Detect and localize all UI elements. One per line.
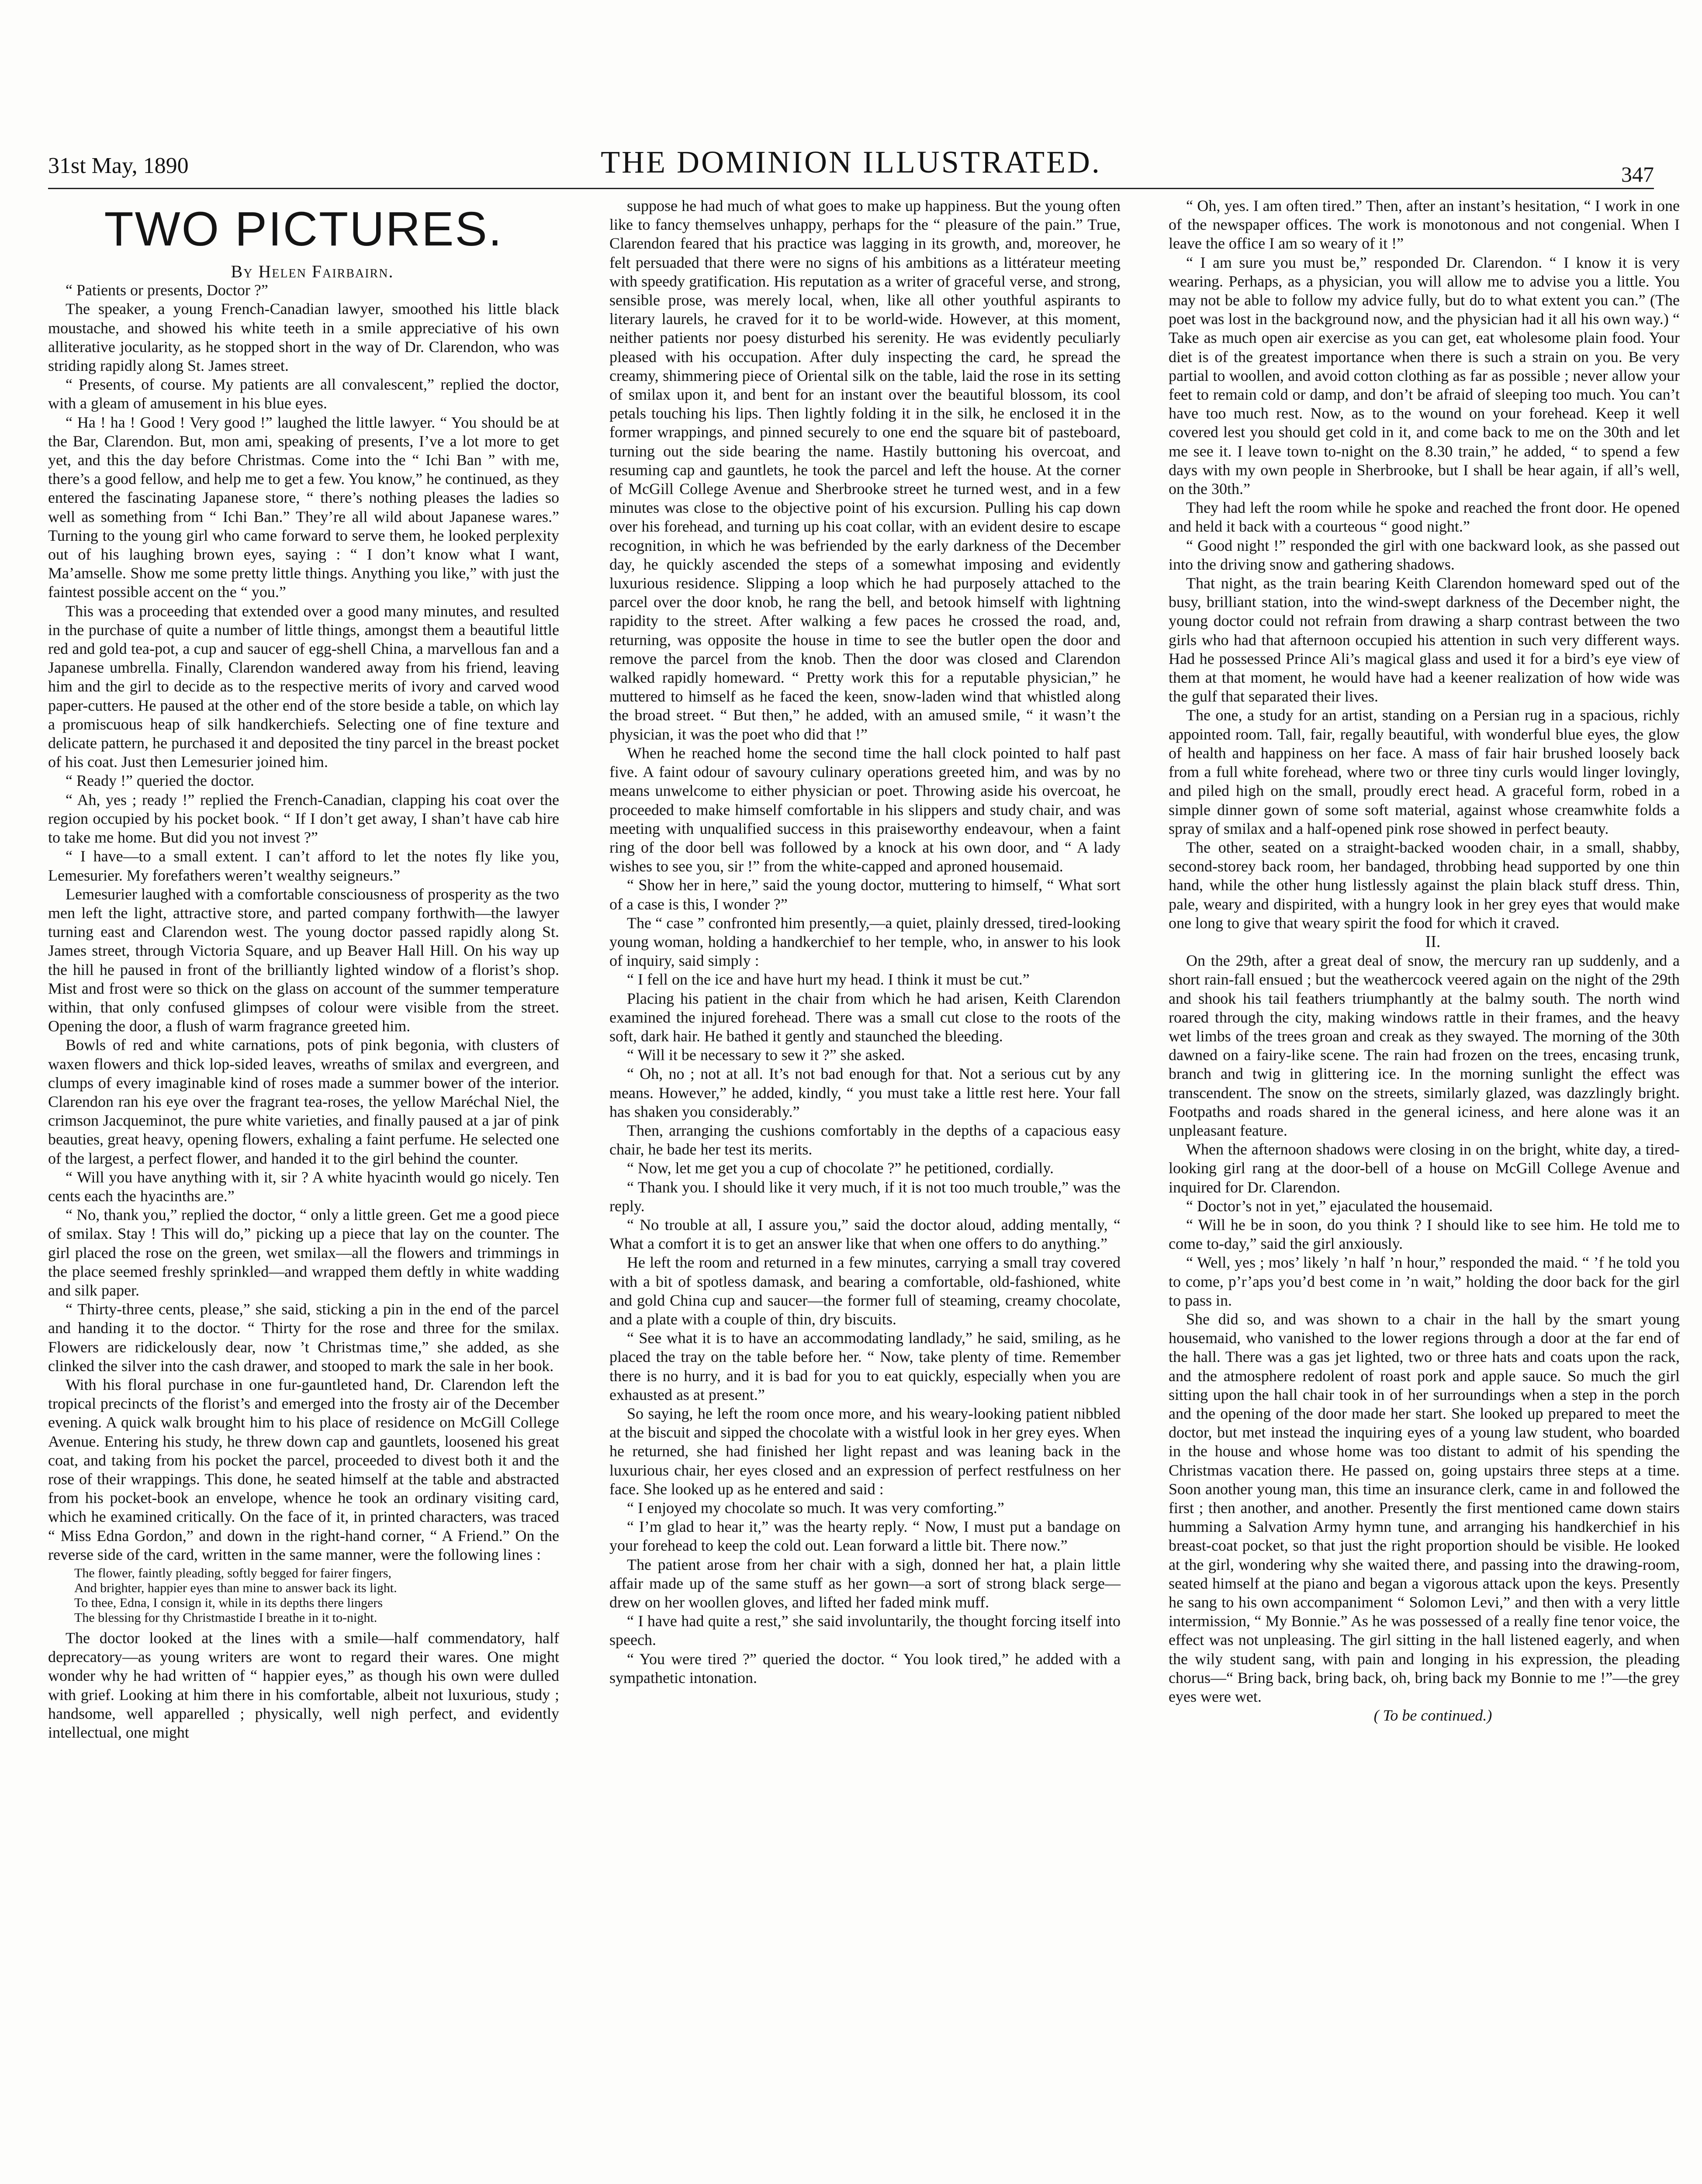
paragraph: The other, seated on a straight-backed wooden chair, in a small, shabby, second-storey back room, her bandaged, throbbing head supported by one thin hand, while the other hung listlessly against the plain black stuff dress. Thin, pale, weary and dispirited, with a hungry look in her grey eyes that would make one long to give that weary spirit the food for which it craved. [1169, 838, 1680, 932]
paragraph: “ Ah, yes ; ready !” replied the French-Canadian, clapping his coat over the region occupied by his pocket book. “ If I don’t get away, I shan’t have cab hire to take me home. But did you not invest ?” [48, 791, 559, 847]
verse-line: And brighter, happier eyes than mine to answer back its light. [74, 1581, 397, 1596]
column-3 [1169, 197, 1680, 1725]
paragraph: “ Ha ! ha ! Good ! Very good !” laughed the little lawyer. “ You should be at the Bar, Clarendon. But, mon ami, speaking of presents, I’ve a lot more to get yet, and this the day before Christmas. Come into the “ Ichi Ban ” with me, there’s a good fellow, and help me to get a few. You know,” he continued, as they entered the fascinating Japanese store, “ there’s nothing pleases the ladies so well as something from “ Ichi Ban.” They’re all wild about Japanese wares.” Turning to the young girl who came forward to serve them, he looked perplexity out of his laughing brown eyes, saying : “ I don’t know what I want, Ma’amselle. Show me some pretty little things. Anything you like,” with just the faintest possible accent on the “ you.” [48, 413, 559, 601]
paragraph: “ No trouble at all, I assure you,” said the doctor aloud, adding mentally, “ What a comfort it is to get an answer like that when one offers to do anything.” [609, 1216, 1121, 1253]
paragraph: When the afternoon shadows were closing in on the bright, white day, a tired-looking girl rang at the door-bell of a house on McGill College Avenue and inquired for Dr. Clarendon. [1169, 1140, 1680, 1196]
paragraph: “ Thank you. I should like it very much, if it is not too much trouble,” was the reply. [609, 1178, 1121, 1215]
paragraph: So saying, he left the room once more, and his weary-looking patient nibbled at the biscuit and sipped the chocolate with a wistful look in her grey eyes. When he returned, she had finished her light repast and was leaning back in the luxurious chair, her eyes closed and an expression of perfect restfulness on her face. She looked up as he entered and said : [609, 1405, 1121, 1498]
to-be-continued: ( To be continued.) [1373, 1707, 1492, 1724]
paragraph: “ Will you have anything with it, sir ? A white hyacinth would go nicely. Ten cents each the hyacinths are.” [48, 1168, 559, 1205]
paragraph: “ Good night !” responded the girl with one backward look, as she passed out into the driving snow and gathering shadows. [1169, 536, 1680, 573]
paragraph: The one, a study for an artist, standing on a Persian rug in a spacious, richly appointed room. Tall, fair, regally beautiful, with wonderful blue eyes, the glow of health and happiness on her face. A mass of fair hair brushed loosely back from a full white forehead, where two or three tiny curls would linger lovingly, and piled high on the small, proudly erect head. A graceful form, robed in a simple dinner gown of some soft material, against whose creamwhite folds a spray of smilax and a half-opened pink rose showed in perfect beauty. [1169, 706, 1680, 837]
paragraph: “ Thirty-three cents, please,” she said, sticking a pin in the end of the parcel and handing it to the doctor. “ Thirty for the rose and three for the smilax. Flowers are ridickelously dear, now ’t Christmas time,” she added, as she clinked the silver into the cash drawer, and stooped to mark the sale in her book. [48, 1300, 559, 1375]
running-head [48, 135, 1654, 188]
paragraph: The speaker, a young French-Canadian lawyer, smoothed his little black moustache, and showed his white teeth in a smile appreciative of his own alliterative jocularity, as he stopped short in the way of Dr. Clarendon, who was striding rapidly along St. James street. [48, 300, 559, 375]
paragraph: With his floral purchase in one fur-gauntleted hand, Dr. Clarendon left the tropical precincts of the florist’s and emerged into the frosty air of the December evening. A quick walk brought him to his place of residence on McGill College Avenue. Entering his study, he threw down cap and gauntlets, loosened his great coat, and taking from his pocket the parcel, proceeded to divest both it and the rose of their wrappings. This done, he seated himself at the table and abstracted from his pocket-book an envelope, whence he took an ordinary visiting card, which he examined critically. On the face of it, in printed characters, was traced “ Miss Edna Gordon,” and down in the right-hand corner, “ A Friend.” On the reverse side of the card, written in the same manner, were the following lines : [48, 1375, 559, 1563]
paragraph: The “ case ” confronted him presently,—a quiet, plainly dressed, tired-looking young woman, holding a handkerchief to her temple, who, in answer to his look of inquiry, said simply : [609, 914, 1121, 970]
paragraph: She did so, and was shown to a chair in the hall by the smart young housemaid, who vanished to the lower regions through a door at the far end of the hall. There was a gas jet lighted, two or three hats and coats upon the rack, and the atmosphere redolent of roast pork and apple sauce. So much the girl sitting upon the hall chair took in of her surroundings when a step in the porch and the opening of the door made her start. She looked up prepared to meet the doctor, but met instead the inquiring eyes of a young law student, who boarded in the house and whose home was too distant to admit of his spending the Christmas vacation there. He passed on, going upstairs three steps at a time. Soon another young man, this time an insurance clerk, came in and followed the first ; then another, and another. Presently the first mentioned came down stairs humming a Salvation Army hymn tune, and arranging his handkerchief in his breast-coat pocket, so that just the right proportion should be visible. He looked at the girl, wondering why she waited there, and passing into the drawing-room, seated himself at the piano and began a vigorous attack upon the keys. Presently he sang to his own accompaniment “ Solomon Levi,” and then with a very little intermission, “ My Bonnie.” As he was possessed of a really fine tenor voice, the effect was not unpleasing. The girl sitting in the hall listened eagerly, and when the wily student sang, with pain and longing in his expression, the pleading chorus—“ Bring back, bring back, oh, bring back my Bonnie to me !”—the grey eyes were wet. [1169, 1310, 1680, 1706]
header-rule [48, 188, 1654, 189]
paragraph: “ I have—to a small extent. I can’t afford to let the notes fly like you, Lemesurier. My forefathers weren’t wealthy seigneurs.” [48, 847, 559, 884]
paragraph: On the 29th, after a great deal of snow, the mercury ran up suddenly, and a short rain-fall ensued ; but the weathercock veered again on the night of the 29th and shook his tail feathers triumphantly at the balmy south. The north wind roared through the city, making windows rattle in their frames, and the heavy wet limbs of the trees groan and creak as they swayed. The morning of the 30th dawned on a fairy-like scene. The rain had frozen on the trees, encasing trunk, branch and twig in glittering ice. In the morning sunlight the effect was transcendent. The snow on the streets, similarly glazed, was dazzlingly bright. Footpaths and roads shared in the general iciness, and here alone was it an unpleasant feature. [1169, 952, 1680, 1139]
paragraph: “ Patients or presents, Doctor ?” [66, 281, 268, 299]
section-number: II. [1425, 932, 1441, 951]
paragraph: “ I have had quite a rest,” she said involuntarily, the thought forcing itself into speech. [609, 1612, 1121, 1649]
verse-line: The blessing for thy Christmastide I breathe in it to-night. [74, 1610, 377, 1625]
column-3-paragraphs [1169, 197, 1680, 933]
verse-line: The flower, faintly pleading, softly begged for fairer fingers, [74, 1566, 392, 1581]
paragraph: “ Oh, no ; not at all. It’s not bad enough for that. Not a serious cut by any means. However,” he added, kindly, “ you must take a little rest here. Your fall has shaken you considerably.” [609, 1065, 1121, 1120]
paragraph: This was a proceeding that extended over a good many minutes, and resulted in the purchase of quite a number of little things, amongst them a beautiful little red and gold tea-pot, a cup and saucer of egg-shell China, a marvellous fan and a Japanese umbrella. Finally, Clarendon wandered away from his friend, leaving him and the girl to decide as to the respective merits of ivory and carved wood paper-cutters. He paused at the other end of the store beside a table, on which lay a promiscuous heap of silk handkerchiefs. Selecting one of fine texture and delicate pattern, he purchased it and deposited the tiny parcel in the breast pocket of his coat. Just then Lemesurier joined him. [48, 602, 559, 771]
paragraph: “ Ready !” queried the doctor. [66, 772, 254, 790]
paragraph: That night, as the train bearing Keith Clarendon homeward sped out of the busy, brilliant station, into the wind-swept darkness of the December night, the young doctor could not refrain from drawing a sharp contrast between the two girls who had that afternoon occupied his attention in such very different ways. Had he possessed Prince Ali’s magical glass and used it for a bird’s eye view of them at that moment, he would have had a keener realization of how wide was the gulf that separated their lives. [1169, 574, 1680, 705]
column-2 [609, 197, 1121, 1687]
column-2-paragraphs [609, 197, 1121, 1687]
byline: By Helen Fairbairn. [231, 262, 394, 281]
paragraph: “ No, thank you,” replied the doctor, “ only a little green. Get me a good piece of smilax. Stay ! This will do,” picking up a piece that lay on the counter. The girl placed the rose on the green, wet smilax—all the flowers and trimmings in the place seemed freshly sprinkled—and wrapped them deftly in white wadding and silk paper. [48, 1206, 559, 1299]
paragraph: Then, arranging the cushions comfortably in the depths of a capacious easy chair, he bade her test its merits. [609, 1121, 1121, 1158]
paragraph: “ I enjoyed my chocolate so much. It was very comforting.” [627, 1499, 1004, 1517]
column-1-paragraphs-after-verse [48, 1629, 559, 1742]
issue-date: 31st May, 1890 [48, 153, 189, 178]
paragraph: “ Presents, of course. My patients are all convalescent,” replied the doctor, with a gleam of amusement in his blue eyes. [48, 376, 559, 412]
paragraph: The patient arose from her chair with a sigh, donned her hat, a plain little affair made up of the same stuff as her gown—a sort of strong black serge—drew on her woollen gloves, and lifted her faded mink muff. [609, 1555, 1121, 1611]
page-number: 347 [1621, 162, 1654, 187]
paragraph: “ Show her in here,” said the young doctor, muttering to himself, “ What sort of a case is this, I wonder ?” [609, 876, 1121, 913]
paragraph: “ See what it is to have an accommodating landlady,” he said, smiling, as he placed the tray on the table before her. “ Now, take plenty of time. Remember there is no hurry, and it is bad for you to eat quickly, especially when you are exhausted as at present.” [609, 1329, 1121, 1403]
paragraph: “ Will he be in soon, do you think ? I should like to see him. He told me to come to-day,” said the girl anxiously. [1169, 1216, 1680, 1253]
paragraph: He left the room and returned in a few minutes, carrying a small tray covered with a bit of spotless damask, and bearing a comfortable, old-fashioned, white and gold China cup and saucer—the former full of steaming, creamy chocolate, and a plate with a couple of thin, dry biscuits. [609, 1254, 1121, 1328]
paragraph: Lemesurier laughed with a comfortable consciousness of prosperity as the two men left the light, attractive store, and parted company forthwith—the lawyer turning east and Clarendon west. The young doctor passed rapidly along St. James street, through Victoria Square, and up Beaver Hall Hill. On his way up the hill he paused in front of the brilliantly lighted window of a florist’s shop. Mist and frost were so thick on the glass on account of the summer temperature within, that only confused glimpses of colour were visible from the street. Opening the door, a flush of warm fragrance greeted him. [48, 885, 559, 1035]
paragraph: The doctor looked at the lines with a smile—half commendatory, half deprecatory—as young writers are wont to regard their wares. One might wonder why he had written of “ happier eyes,” as though his own were dulled with grief. Looking at him there in his comfortable, albeit not luxurious, study ; handsome, well apparelled ; physically, well nigh perfect, and evidently intellectual, one might [48, 1629, 559, 1742]
paragraph: “ Well, yes ; mos’ likely ’n half ’n hour,” responded the maid. “ ’f he told you to come, p’r’aps you’d best come in ’n wait,” holding the door back for the girl to pass in. [1169, 1254, 1680, 1309]
story-title: TWO PICTURES. [104, 202, 503, 256]
paragraph: “ I am sure you must be,” responded Dr. Clarendon. “ I know it is very wearing. Perhaps, as a physician, you will allow me to advise you a little. You may not be able to follow my advice fully, but do to what extent you can.” (The poet was lost in the background now, and the physician had it all his own way.) “ Take as much open air exercise as you can get, eat wholesome plain food. Your diet is of the greatest importance when there is such a strain on you. Be very partial to woollen, and avoid cotton clothing as far as possible ; never allow your feet to remain cold or damp, and don’t be afraid of sleeping too much. You can’t have too much rest. Now, as to the wound on your forehead. Keep it well covered lest you should get cold in it, and come back to me on the 30th and let me see it. I leave town to-night on the 8.30 train,” he added, “ to spend a few days with my own people in Sherbrooke, but I shall be hear again, if all’s well, on the 30th.” [1169, 253, 1680, 498]
card-verse [74, 1566, 559, 1625]
paragraph: They had left the room while he spoke and reached the front door. He opened and held it back with a courteous “ good night.” [1169, 499, 1680, 536]
paragraph: “ Doctor’s not in yet,” ejaculated the housemaid. [1186, 1197, 1493, 1215]
column-1-paragraphs [48, 281, 559, 1564]
column-3-paragraphs-after-section [1169, 951, 1680, 1706]
verse-line: To thee, Edna, I consign it, while in its depths there lingers [74, 1596, 383, 1610]
paragraph: “ I fell on the ice and have hurt my head. I think it must be cut.” [627, 971, 1030, 988]
paragraph: Bowls of red and white carnations, pots of pink begonia, with clusters of waxen flowers and thick lop-sided leaves, wreaths of smilax and evergreen, and clumps of every imaginable kind of roses made a summer bower of the interior. Clarendon ran his eye over the fragrant tea-roses, the yellow Maréchal Niel, the crimson Jacqueminot, the pure white varieties, and finally paused at a jar of pink beauties, great heavy, opening flowers, exhaling a faint perfume. He selected one of the largest, a perfect flower, and handed it to the girl behind the counter. [48, 1036, 559, 1167]
paragraph: “ Now, let me get you a cup of chocolate ?” he petitioned, cordially. [627, 1159, 1054, 1177]
paragraph: “ Will it be necessary to sew it ?” she asked. [627, 1046, 905, 1064]
paragraph: “ You were tired ?” queried the doctor. “ You look tired,” he added with a sympathetic intonation. [609, 1650, 1121, 1686]
paragraph: When he reached home the second time the hall clock pointed to half past five. A faint odour of savoury culinary operations greeted him, and was by no means unwelcome to either physician or poet. Throwing aside his overcoat, he proceeded to make himself comfortable in his slippers and study chair, and was meeting with unqualified success in this praiseworthy endeavour, when a faint ring of the door bell was followed by a knock at his own door, and “ A lady wishes to see you, sir !” from the white-capped and aproned housemaid. [609, 744, 1121, 875]
publication-title: THE DOMINION ILLUSTRATED. [601, 145, 1101, 180]
paragraph: Placing his patient in the chair from which he had arisen, Keith Clarendon examined the injured forehead. There was a small cut close to the roots of the soft, dark hair. He bathed it gently and staunched the bleeding. [609, 989, 1121, 1045]
paragraph: suppose he had much of what goes to make up happiness. But the young often like to fancy themselves unhappy, perhaps for the “ pleasure of the pain.” True, Clarendon feared that his practice was lagging in its growth, and, moreover, he felt persuaded that there were no signs of his ambitions as a littérateur meeting with speedy gratification. His reputation as a writer of graceful verse, and strong, sensible prose, was merely local, when, like all other youthful aspirants to literary laurels, he craved for it to be world-wide. However, at this moment, neither patients nor poesy disturbed his serenity. He was evidently peculiarly pleased with his occupation. After duly inspecting the card, he spread the creamy, shimmering piece of Oriental silk on the table, laid the rose in its setting of smilax upon it, and bent for an instant over the beautiful blossom, its cool petals touching his lips. Then lightly folding it in the silk, he enclosed it in the former wrappings, and pinned securely to one end the square bit of pasteboard, turning out the side bearing the name. Hastily buttoning his overcoat, and resuming cap and gauntlets, he took the parcel and left the house. At the corner of McGill College Avenue and Sherbrooke street he turned west, and in a few minutes was close to the objective point of his excursion. Pulling his cap down over his forehead, and turning up his coat collar, with an evident desire to escape recognition, in which he was befriended by the early darkness of the December day, he quickly ascended the steps of a somewhat imposing and evidently luxurious residence. Slipping a loop which he had purposely attached to the parcel over the door knob, he rang the bell, and betook himself with lightning rapidity to the street. After walking a few paces he crossed the road, and, returning, was opposite the house in time to see the butler open the door and remove the parcel from the knob. Then the door was closed and Clarendon walked rapidly homeward. “ Pretty work this for a reputable physician,” he muttered to himself as he faced the keen, snow-laden wind that whistled along the broad street. “ But then,” he added, with an amused smile, “ it wasn’t the physician, it was the poet who did that !” [609, 197, 1121, 743]
column-1 [48, 197, 559, 1742]
paragraph: “ Oh, yes. I am often tired.” Then, after an instant’s hesitation, “ I work in one of the newspaper offices. The work is monotonous and not congenial. When I leave the office I am so weary of it !” [1169, 197, 1680, 252]
paragraph: “ I’m glad to hear it,” was the hearty reply. “ Now, I must put a bandage on your forehead to keep the cold out. Lean forward a little bit. There now.” [609, 1518, 1121, 1555]
